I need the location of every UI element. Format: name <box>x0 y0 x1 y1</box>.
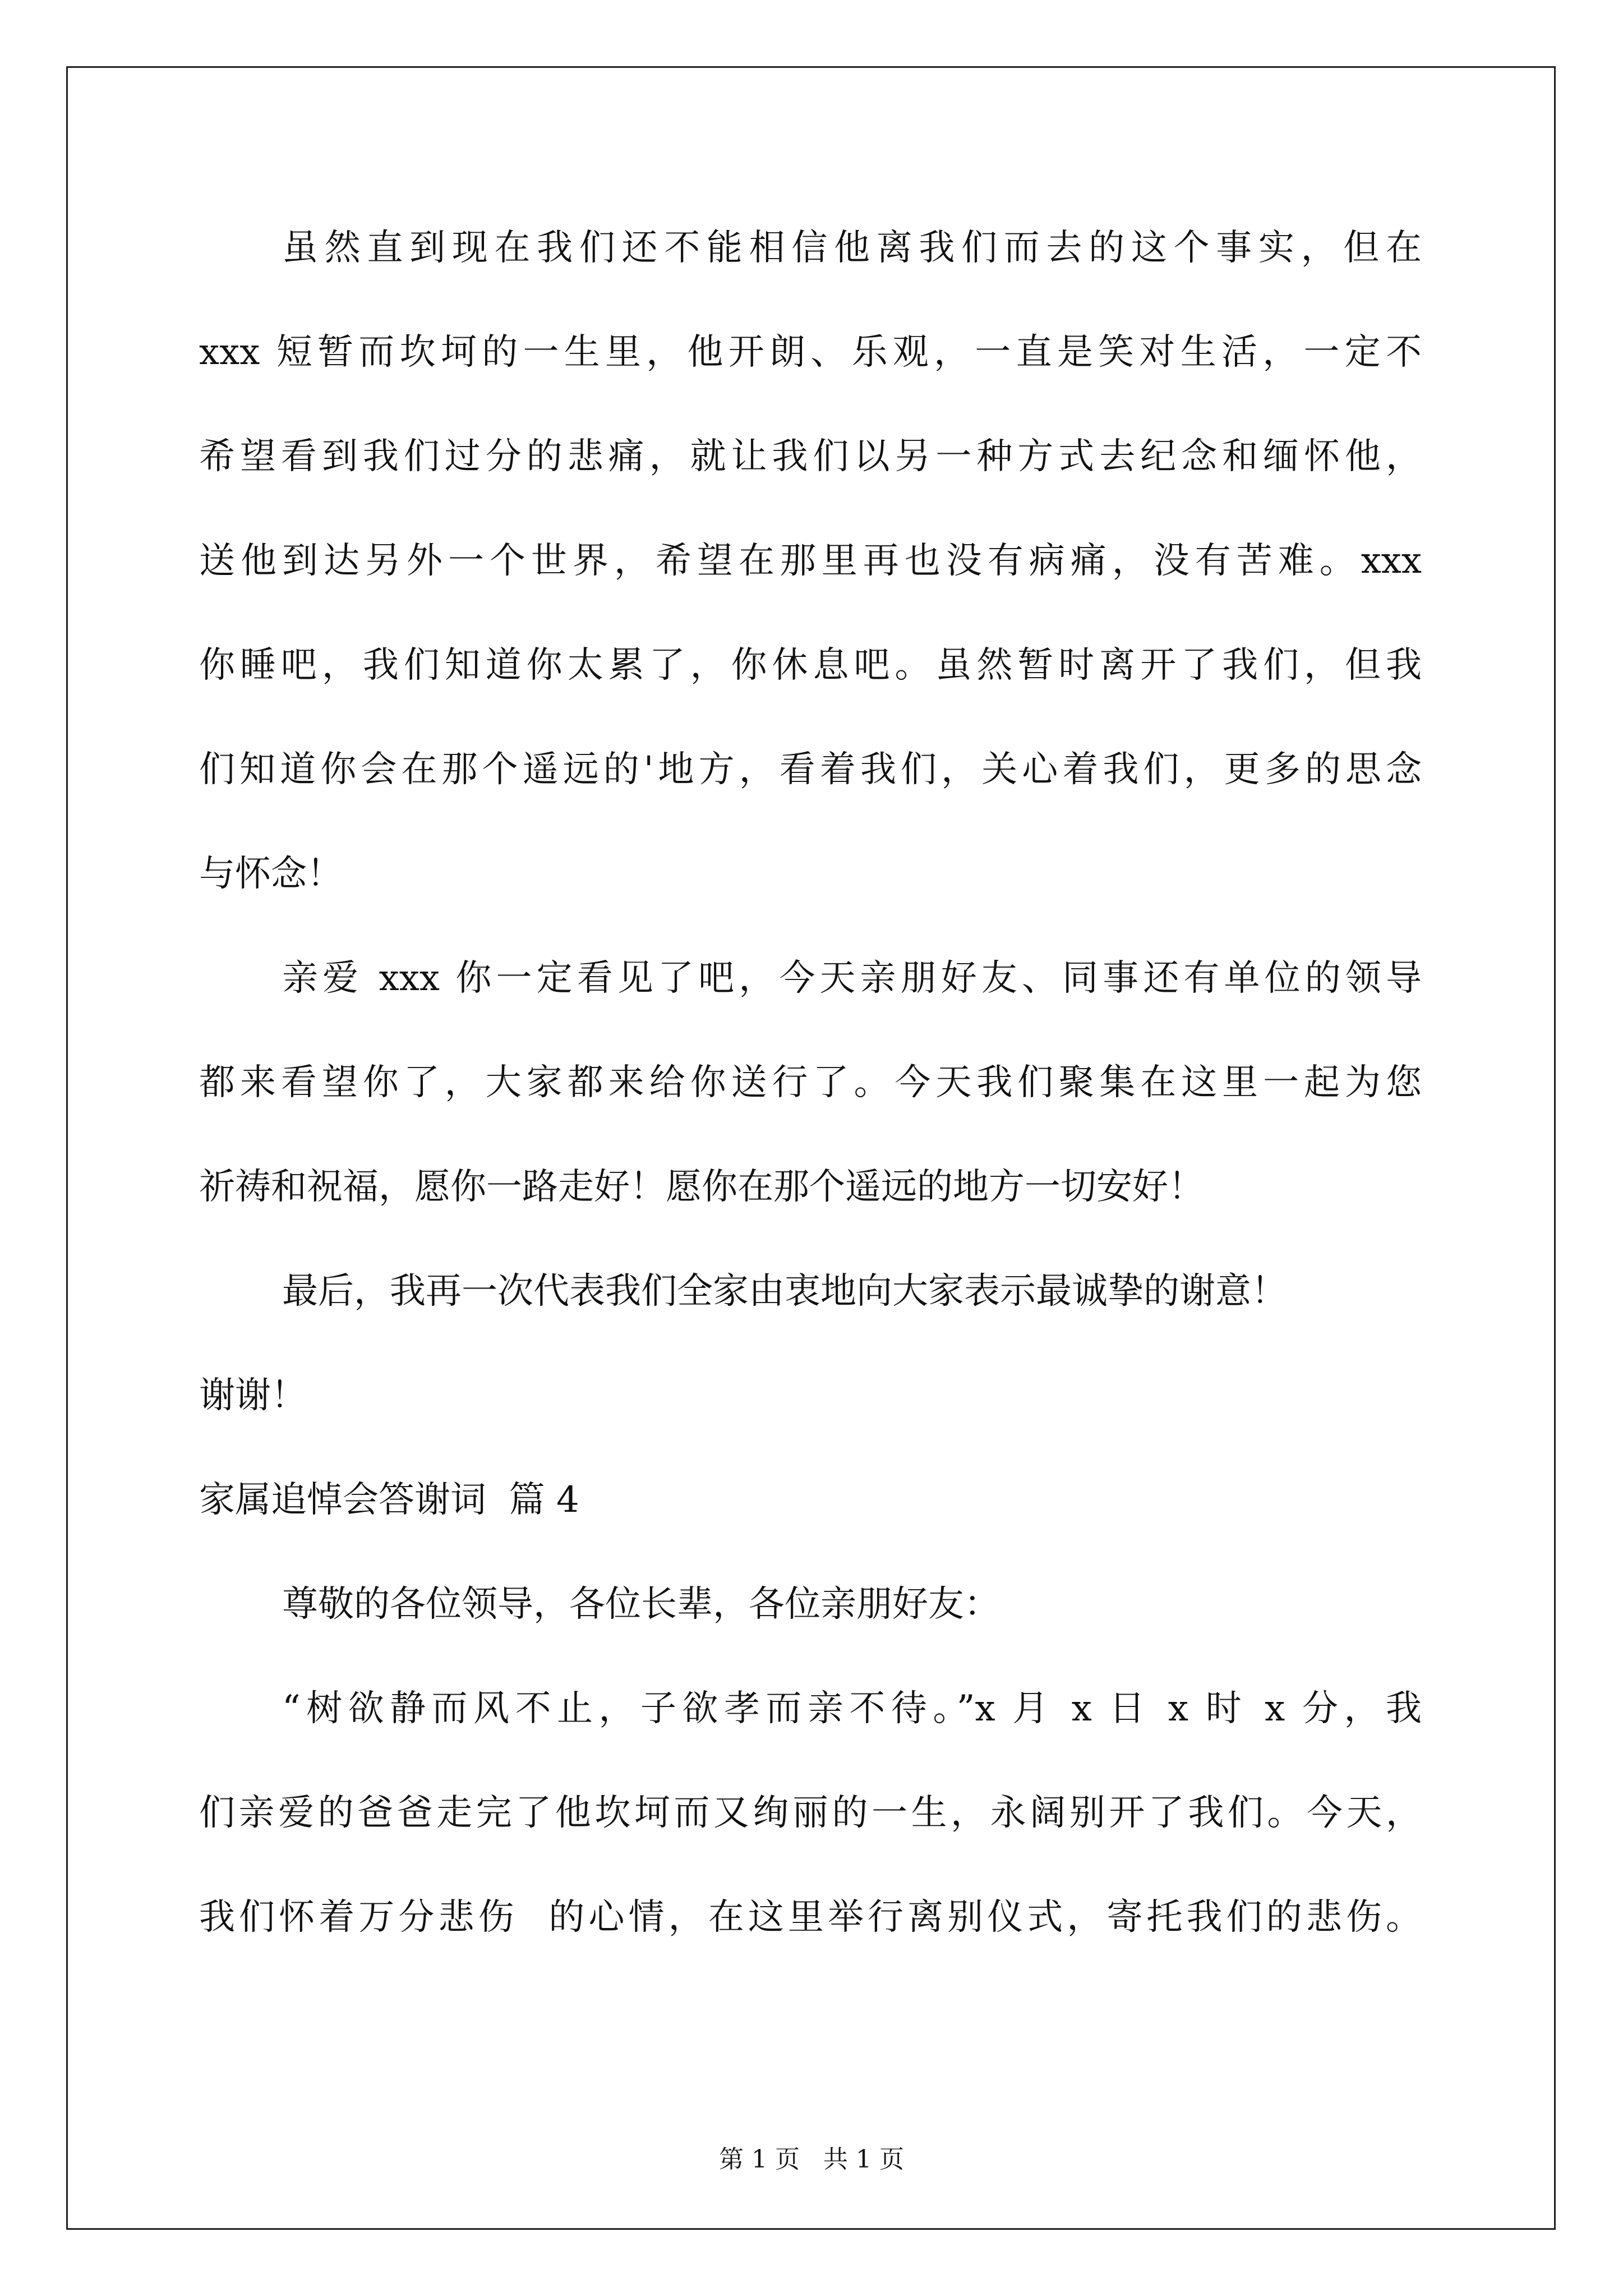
paragraph-line: 谢谢！ <box>199 1375 307 1416</box>
section-heading: 家属追悼会答谢词 篇 4 <box>199 1479 579 1521</box>
paragraph-line: 最后，我再一次代表我们全家由衷地向大家表示最诚挚的谢意！ <box>282 1271 1287 1312</box>
paragraph-line: 希望看到我们过分的悲痛，就让我们以另一种方式去纪念和缅怀他， <box>199 436 1422 477</box>
page-number-footer: 第 1 页 共 1 页 <box>719 2145 904 2174</box>
paragraph-line: 们亲爱的爸爸走完了他坎坷而又绚丽的一生，永阔别开了我们。今天， <box>199 1792 1422 1834</box>
paragraph-line: 与怀念！ <box>199 853 343 895</box>
paragraph-line: 我们怀着万分悲伤 的心情，在这里举行离别仪式，寄托我们的悲伤。 <box>199 1897 1422 1938</box>
paragraph-line: 尊敬的各位领导，各位长辈，各位亲朋好友： <box>282 1584 1000 1625</box>
paragraph-line: 亲爱 xxx 你一定看见了吧，今天亲朋好友、同事还有单位的领导 <box>282 958 1422 999</box>
paragraph-line: “树欲静而风不止，子欲孝而亲不待。”x 月 x 日 x 时 x 分，我 <box>282 1688 1422 1729</box>
paragraph-line: 都来看望你了，大家都来给你送行了。今天我们聚集在这里一起为您 <box>199 1062 1422 1103</box>
paragraph-line: 送他到达另外一个世界，希望在那里再也没有病痛，没有苦难。xxx <box>199 540 1422 582</box>
paragraph-line: 祈祷和祝福，愿你一路走好！愿你在那个遥远的地方一切安好！ <box>199 1166 1204 1208</box>
paragraph-line: xxx 短暂而坎坷的一生里，他开朗、乐观，一直是笑对生活，一定不 <box>199 332 1422 373</box>
paragraph-line: 们知道你会在那个遥远的'地方，看着我们，关心着我们，更多的思念 <box>199 749 1422 790</box>
paragraph-line: 虽然直到现在我们还不能相信他离我们而去的这个事实，但在 <box>282 227 1422 269</box>
paragraph-line: 你睡吧，我们知道你太累了，你休息吧。虽然暂时离开了我们，但我 <box>199 645 1422 686</box>
